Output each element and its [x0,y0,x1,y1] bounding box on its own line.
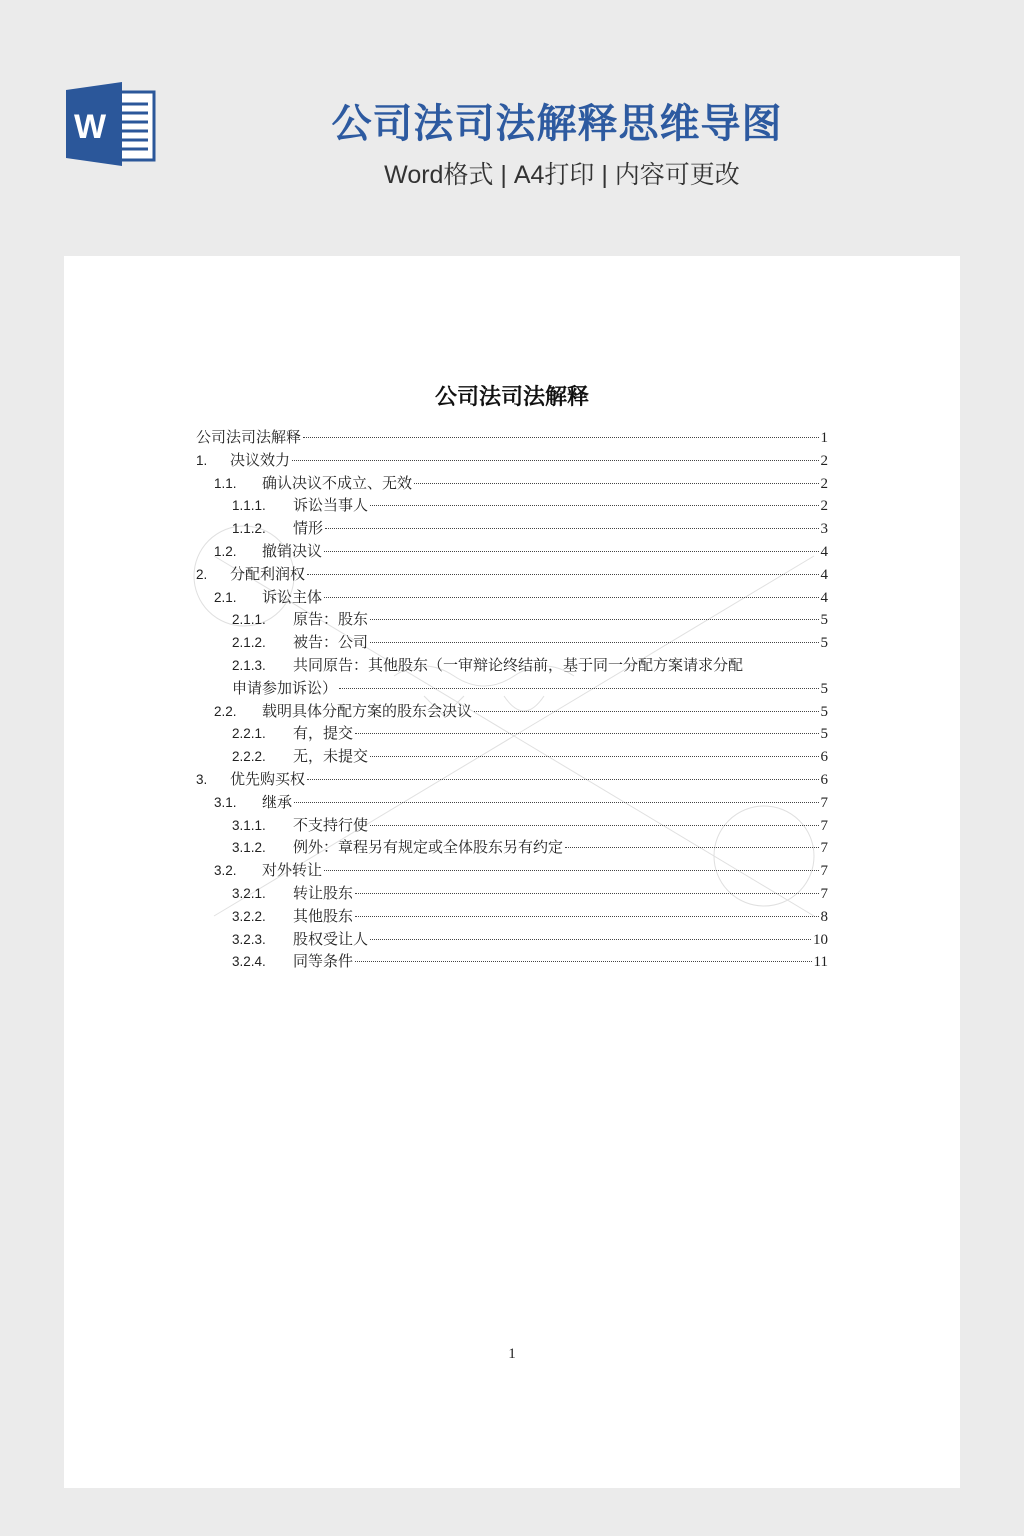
toc-entry-number: 1.1.2. [232,521,266,537]
toc-leader-dots [324,551,818,552]
document-title: 公司法司法解释 [434,384,589,410]
toc-entry-number: 3.1. [214,794,237,810]
toc-leader-dots [370,642,818,643]
toc-entry[interactable] [196,745,828,768]
toc-entry[interactable] [196,791,828,814]
toc-entry-text: 诉讼当事人 [293,498,369,515]
toc-entry-page: 8 [820,908,828,925]
toc-entry-number: 3.2.1. [232,885,266,901]
page-header [0,0,1024,256]
toc-entry-page: 1 [820,430,828,446]
toc-leader-dots [292,460,818,461]
toc-entry[interactable] [196,700,828,723]
toc-entry-text: 同等条件 [293,954,354,971]
toc-entry-text: 不支持行使 [293,817,369,834]
toc-entry-number: 1. [196,452,208,468]
toc-entry-text: 例外：章程另有规定或全体股东另有约定 [293,840,564,857]
table-of-contents [196,426,828,973]
toc-entry[interactable] [196,882,828,905]
toc-entry-text: 无，未提交 [293,749,369,766]
toc-entry-number: 2.1.2. [232,635,266,651]
toc-entry-number: 1.1.1. [232,498,266,514]
toc-leader-dots [339,688,818,689]
toc-entry-page: 7 [820,817,828,834]
toc-entry[interactable] [196,722,828,745]
toc-leader-dots [307,574,818,575]
toc-leader-dots [370,825,818,826]
toc-entry[interactable] [196,517,828,540]
toc-entry-number: 2.1. [214,589,237,605]
toc-entry-page: 7 [820,840,828,857]
toc-entry[interactable] [196,859,828,882]
toc-entry-text: 公司法司法解释 [196,430,302,446]
toc-entry[interactable] [196,768,828,791]
toc-entry[interactable] [196,608,828,631]
toc-entry-page: 11 [813,954,828,971]
toc-entry-continuation[interactable] [196,677,828,700]
toc-entry-number: 3.1.1. [232,817,266,833]
toc-leader-dots [324,597,818,598]
toc-entry-text: 决议效力 [230,452,291,469]
toc-leader-dots [303,437,818,438]
toc-entry-page: 7 [820,863,828,880]
toc-entry[interactable] [196,950,828,973]
toc-leader-dots [370,756,818,757]
toc-leader-dots [325,528,818,529]
toc-entry-page: 10 [813,931,828,948]
toc-entry-text: 原告：股东 [293,612,369,629]
toc-entry[interactable] [196,494,828,517]
page-subtitle: Word格式 | A4打印 | 内容可更改 [384,161,740,189]
toc-entry-text: 转让股东 [293,885,354,902]
toc-entry[interactable] [196,563,828,586]
toc-leader-dots [355,961,812,962]
toc-leader-dots [355,893,818,894]
toc-entry-number: 3.2. [214,863,237,879]
toc-leader-dots [294,802,818,803]
toc-entry[interactable] [196,814,828,837]
toc-entry[interactable] [196,449,828,472]
toc-entry-page: 6 [820,749,828,766]
document-page [64,256,960,1488]
toc-entry-text: 对外转让 [262,863,323,880]
toc-leader-dots [414,483,818,484]
toc-entry[interactable] [196,654,828,677]
toc-entry-text: 有，提交 [293,726,354,743]
page-title: 公司法司法解释思维导图 [331,102,783,146]
toc-entry-text: 载明具体分配方案的股东会决议 [262,703,473,720]
toc-leader-dots [474,711,818,712]
toc-entry-number: 3.2.3. [232,931,266,947]
toc-leader-dots [355,733,818,734]
toc-leader-dots [565,847,818,848]
toc-entry-number: 3. [196,771,208,787]
toc-entry-page: 3 [820,521,828,538]
toc-entry-number: 1.1. [214,475,237,491]
toc-leader-dots [324,870,818,871]
toc-entry-text: 分配利润权 [230,566,306,583]
toc-entry-number: 2. [196,566,208,582]
toc-entry-text: 其他股东 [293,908,354,925]
toc-entry-page: 5 [820,612,828,629]
toc-entry-text: 被告：公司 [293,635,369,652]
toc-entry-page: 5 [820,726,828,743]
toc-entry-number: 3.1.2. [232,840,266,856]
toc-entry-page: 5 [820,680,828,697]
toc-entry-number: 2.2.2. [232,749,266,765]
page-number: 1 [508,1346,516,1362]
toc-entry[interactable] [196,905,828,928]
toc-entry-text: 情形 [293,521,324,538]
toc-entry[interactable] [196,586,828,609]
toc-entry-page: 5 [820,635,828,652]
toc-entry-number: 1.2. [214,543,237,559]
toc-entry-text: 优先购买权 [230,771,306,788]
toc-leader-dots [355,916,818,917]
toc-entry-page: 2 [820,498,828,515]
toc-entry-page: 4 [820,566,828,583]
toc-entry-number: 2.1.3. [232,657,266,673]
toc-entry-text: 申请参加诉讼） [232,680,338,697]
toc-entry-page: 2 [820,475,828,492]
toc-entry-page: 4 [820,589,828,606]
toc-entry[interactable] [196,472,828,495]
toc-entry-page: 5 [820,703,828,720]
toc-leader-dots [370,939,811,940]
toc-entry[interactable] [196,631,828,654]
toc-entry-page: 6 [820,771,828,788]
toc-entry-page: 7 [820,885,828,902]
toc-entry-text: 共同原告：其他股东（一审辩论终结前，基于同一分配方案请求分配 [293,657,744,674]
toc-entry-page: 2 [820,452,828,469]
word-icon-letter: W [73,108,107,146]
toc-entry-text: 诉讼主体 [262,589,323,606]
toc-entry-number: 3.2.4. [232,954,266,970]
toc-entry-text: 股权受让人 [293,931,369,948]
toc-entry-number: 3.2.2. [232,908,266,924]
toc-leader-dots [370,619,818,620]
toc-entry[interactable] [196,426,828,449]
toc-leader-dots [370,505,818,506]
toc-entry[interactable] [196,836,828,859]
toc-entry-number: 2.1.1. [232,612,266,628]
toc-leader-dots [307,779,818,780]
toc-entry-number: 2.2. [214,703,237,719]
toc-entry-page: 4 [820,543,828,560]
toc-entry[interactable] [196,928,828,951]
toc-entry-page: 7 [820,794,828,811]
toc-entry-text: 确认决议不成立、无效 [262,475,413,492]
toc-entry-number: 2.2.1. [232,726,266,742]
toc-entry[interactable] [196,540,828,563]
toc-entry-text: 撤销决议 [262,543,323,560]
toc-entry-text: 继承 [262,794,293,811]
